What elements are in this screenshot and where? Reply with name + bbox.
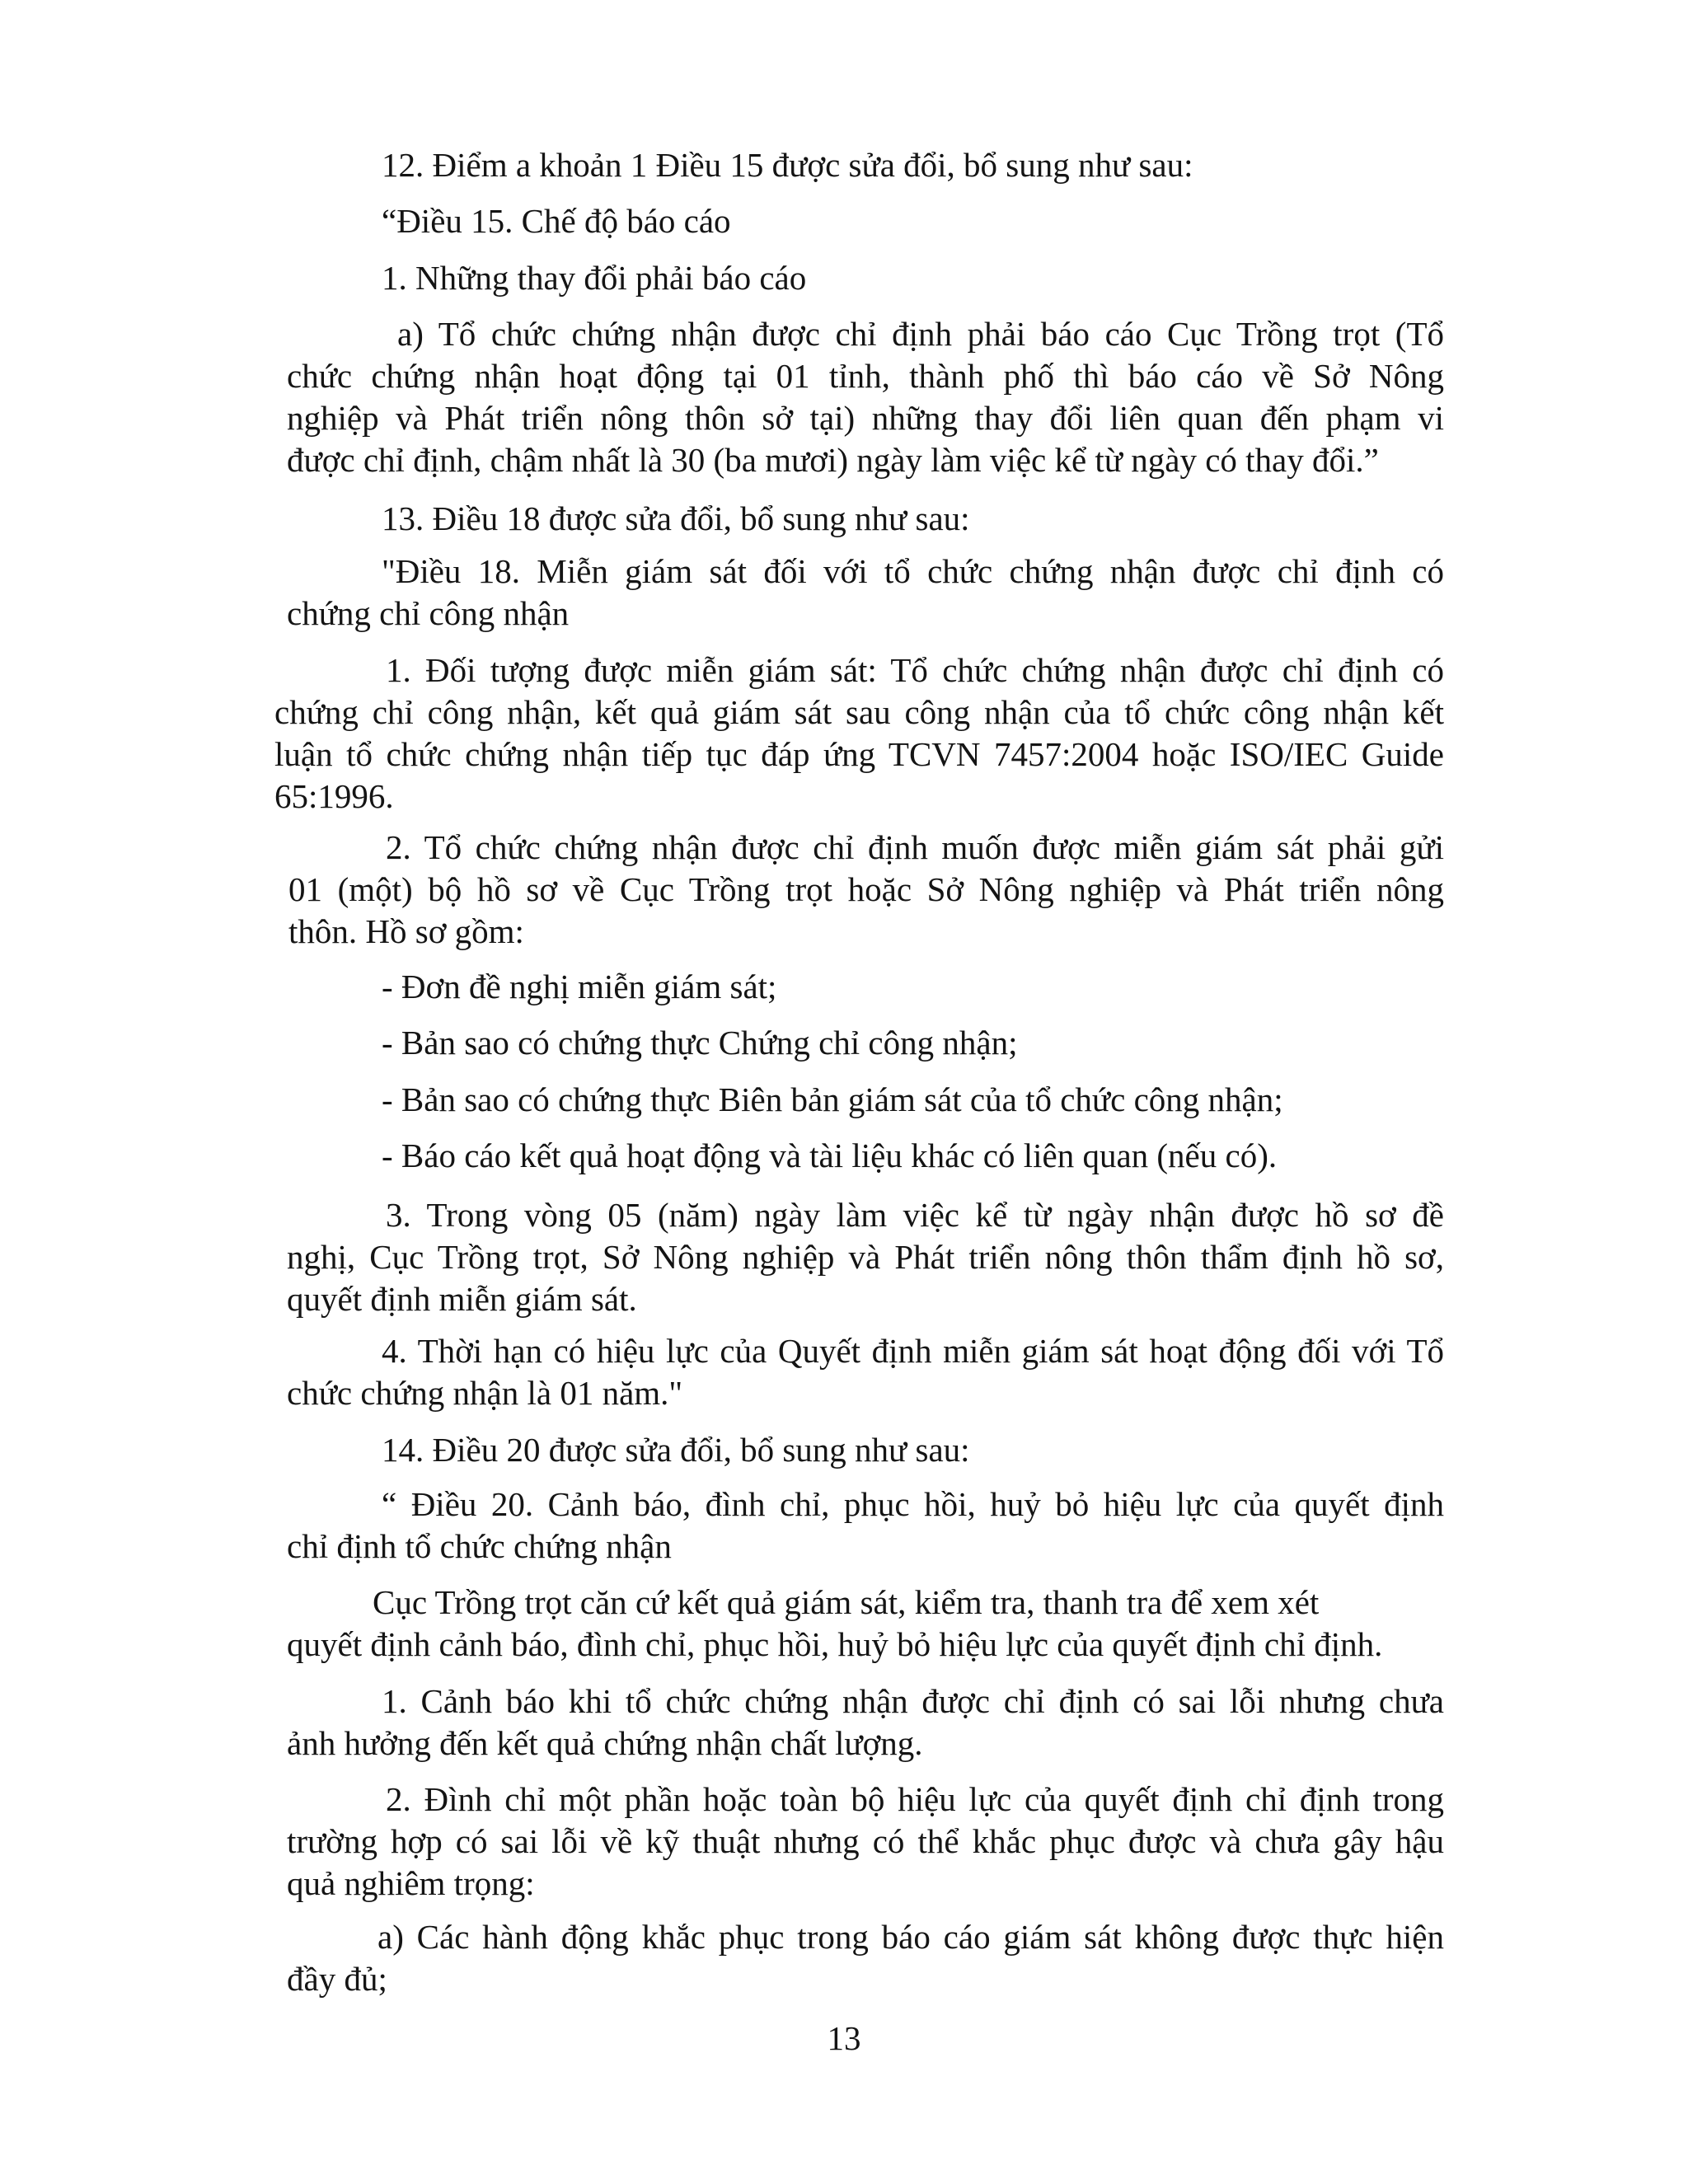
paragraph-line: nghiệp và Phát triển nông thôn sở tại) những thay đổi liên quan đến phạm vi [287, 399, 1444, 437]
paragraph-line: 1. Cảnh báo khi tổ chức chứng nhận được chỉ định có sai lỗi nhưng chưa [382, 1682, 1444, 1720]
paragraph-line: a) Tổ chức chứng nhận được chỉ định phải báo cáo Cục Trồng trọt (Tổ [397, 315, 1444, 353]
paragraph-line: 3. Trong vòng 05 (năm) ngày làm việc kể từ ngày nhận được hồ sơ đề [386, 1196, 1444, 1234]
list-item: - Báo cáo kết quả hoạt động và tài liệu khác có liên quan (nếu có). [382, 1137, 1278, 1174]
paragraph-line: 4. Thời hạn có hiệu lực của Quyết định miễn giám sát hoạt động đối với Tổ [382, 1332, 1444, 1370]
paragraph-line: nghị, Cục Trồng trọt, Sở Nông nghiệp và Phát triển nông thôn thẩm định hồ sơ, [287, 1238, 1444, 1276]
list-item: - Đơn đề nghị miễn giám sát; [382, 968, 777, 1005]
paragraph-line: 12. Điểm a khoản 1 Điều 15 được sửa đổi, bổ sung như sau: [382, 146, 1193, 184]
paragraph-line: 13. Điều 18 được sửa đổi, bổ sung như sau: [382, 499, 970, 537]
paragraph-line: chứng chỉ công nhận [287, 594, 570, 632]
paragraph-line: “ Điều 20. Cảnh báo, đình chỉ, phục hồi, huỷ bỏ hiệu lực của quyết định [382, 1485, 1444, 1523]
paragraph-line: chỉ định tổ chức chứng nhận [287, 1527, 672, 1565]
paragraph-line: 1. Đối tượng được miễn giám sát: Tổ chức chứng nhận được chỉ định có [386, 651, 1444, 689]
paragraph-line: đầy đủ; [287, 1960, 387, 1998]
paragraph-line: quyết định cảnh báo, đình chỉ, phục hồi, huỷ bỏ hiệu lực của quyết định chỉ định. [287, 1625, 1383, 1663]
paragraph-line: được chỉ định, chậm nhất là 30 (ba mươi) ngày làm việc kể từ ngày có thay đổi.” [287, 441, 1379, 479]
paragraph-line: 14. Điều 20 được sửa đổi, bổ sung như sau: [382, 1431, 970, 1469]
paragraph-line: 01 (một) bộ hồ sơ về Cục Trồng trọt hoặc Sở Nông nghiệp và Phát triển nông [288, 870, 1444, 908]
paragraph-line: thôn. Hồ sơ gồm: [288, 912, 524, 950]
paragraph-line: "Điều 18. Miễn giám sát đối với tổ chức chứng nhận được chỉ định có [382, 552, 1444, 590]
list-item: - Bản sao có chứng thực Biên bản giám sát của tổ chức công nhận; [382, 1080, 1283, 1118]
paragraph-line: 65:1996. [274, 777, 394, 815]
paragraph-line: Cục Trồng trọt căn cứ kết quả giám sát, kiểm tra, thanh tra để xem xét [373, 1583, 1320, 1621]
list-item: - Bản sao có chứng thực Chứng chỉ công nhận; [382, 1024, 1018, 1062]
page-number: 13 [827, 2019, 861, 2057]
paragraph-line: 1. Những thay đổi phải báo cáo [382, 259, 807, 297]
paragraph-line: quyết định miễn giám sát. [287, 1280, 637, 1318]
paragraph-line: 2. Tổ chức chứng nhận được chỉ định muốn được miễn giám sát phải gửi [386, 828, 1444, 866]
paragraph-line: ảnh hưởng đến kết quả chứng nhận chất lượng. [287, 1724, 923, 1762]
paragraph-line: trường hợp có sai lỗi về kỹ thuật nhưng có thể khắc phục được và chưa gây hậu [287, 1822, 1444, 1860]
paragraph-line: chức chứng nhận là 01 năm." [287, 1374, 683, 1412]
paragraph-line: quả nghiêm trọng: [287, 1864, 535, 1902]
paragraph-line: a) Các hành động khắc phục trong báo cáo giám sát không được thực hiện [377, 1918, 1444, 1956]
paragraph-line: chức chứng nhận hoạt động tại 01 tỉnh, thành phố thì báo cáo về Sở Nông [287, 357, 1444, 395]
paragraph-line: luận tổ chức chứng nhận tiếp tục đáp ứng TCVN 7457:2004 hoặc ISO/IEC Guide [274, 735, 1444, 773]
paragraph-line: “Điều 15. Chế độ báo cáo [382, 202, 731, 240]
paragraph-line: 2. Đình chỉ một phần hoặc toàn bộ hiệu lực của quyết định chỉ định trong [386, 1780, 1444, 1818]
paragraph-line: chứng chỉ công nhận, kết quả giám sát sau công nhận của tổ chức công nhận kết [274, 693, 1444, 731]
